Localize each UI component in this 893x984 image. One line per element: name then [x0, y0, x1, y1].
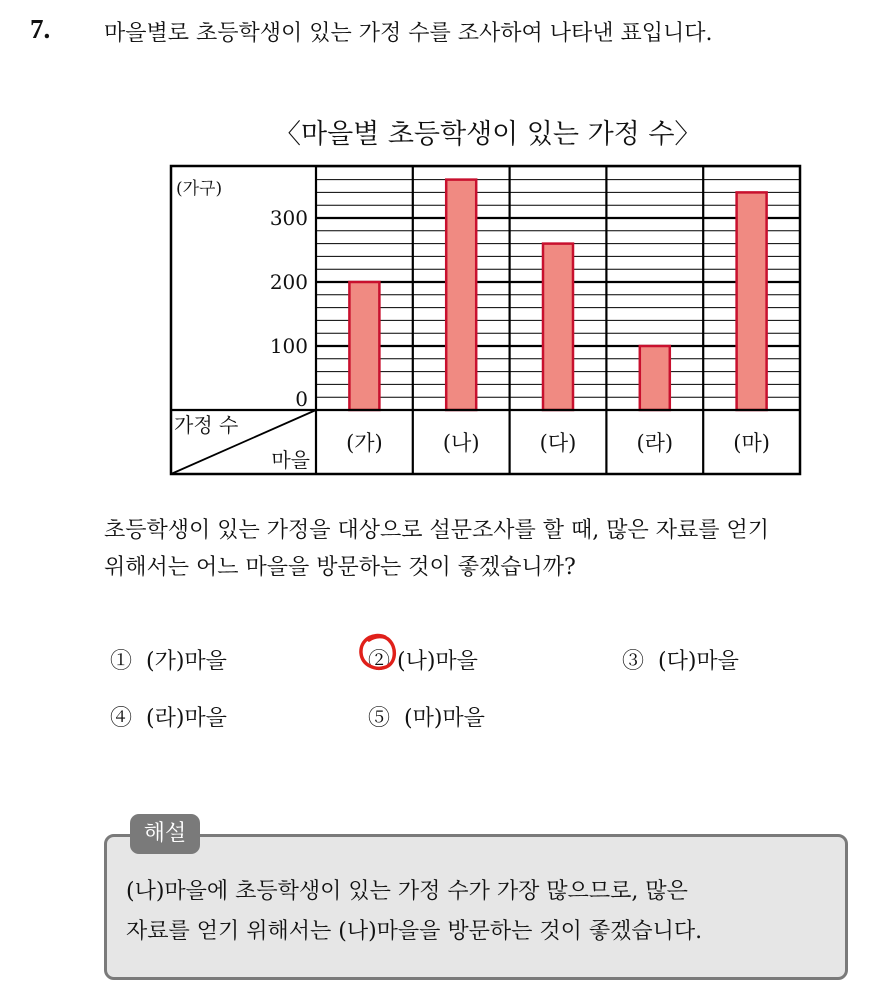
explanation-line-2: 자료를 얻기 위해서는 (나)마을을 방문하는 것이 좋겠습니다.: [126, 919, 703, 944]
chart-title: 〈마을별 초등학생이 있는 가정 수〉: [274, 119, 702, 150]
choice-3-number: ③: [622, 649, 645, 674]
question-text: 마을별로 초등학생이 있는 가정 수를 조사하여 나타낸 표입니다.: [104, 21, 713, 46]
x-axis-label: 마을: [271, 448, 310, 472]
choice-5-number: ⑤: [368, 706, 391, 731]
choice-1-label: (가)마을: [146, 649, 227, 674]
bar-2: [446, 180, 476, 410]
choice-1-number: ①: [110, 649, 133, 674]
stem-line-2: 위해서는 어느 마을을 방문하는 것이 좋겠습니까?: [104, 555, 576, 580]
question-stem: [104, 512, 769, 586]
y-tick-label: 300: [269, 206, 308, 230]
category-label-1: (가): [346, 431, 383, 455]
choice-5[interactable]: [368, 701, 485, 732]
bar-1: [349, 282, 379, 410]
explanation-text: [126, 872, 702, 952]
y-tick-label: 200: [269, 270, 308, 294]
choice-5-label: (마)마을: [404, 706, 485, 731]
question-number: 7.: [30, 14, 51, 44]
category-label-5: (마): [733, 431, 770, 455]
category-label-4: (라): [636, 431, 674, 455]
bar-3: [543, 244, 573, 410]
explanation-tag: 해설: [130, 814, 200, 854]
explanation-line-1: (나)마을에 초등학생이 있는 가정 수가 가장 많으므로, 많은: [126, 879, 688, 904]
choice-4[interactable]: [110, 701, 227, 732]
category-label-2: (나): [442, 431, 480, 455]
bar-4: [640, 346, 670, 410]
stem-line-1: 초등학생이 있는 가정을 대상으로 설문조사를 할 때, 많은 자료를 얻기: [104, 518, 769, 543]
unit-label: (가구): [176, 179, 223, 199]
choice-1[interactable]: [110, 644, 227, 675]
y-tick-label: 100: [269, 334, 308, 358]
choice-3-label: (다)마을: [658, 649, 739, 674]
y-axis-label: 가정 수: [174, 413, 239, 437]
choice-4-number: ④: [110, 706, 133, 731]
choice-2-label: (나)마을: [397, 649, 478, 674]
answer-circle-icon: [355, 630, 399, 674]
y-tick-label: 0: [295, 387, 308, 411]
choice-4-label: (라)마을: [146, 706, 227, 731]
category-label-3: (다): [539, 431, 577, 455]
choice-3[interactable]: [622, 644, 739, 675]
bar-5: [737, 192, 767, 410]
choice-2-number: ②: [368, 649, 391, 674]
